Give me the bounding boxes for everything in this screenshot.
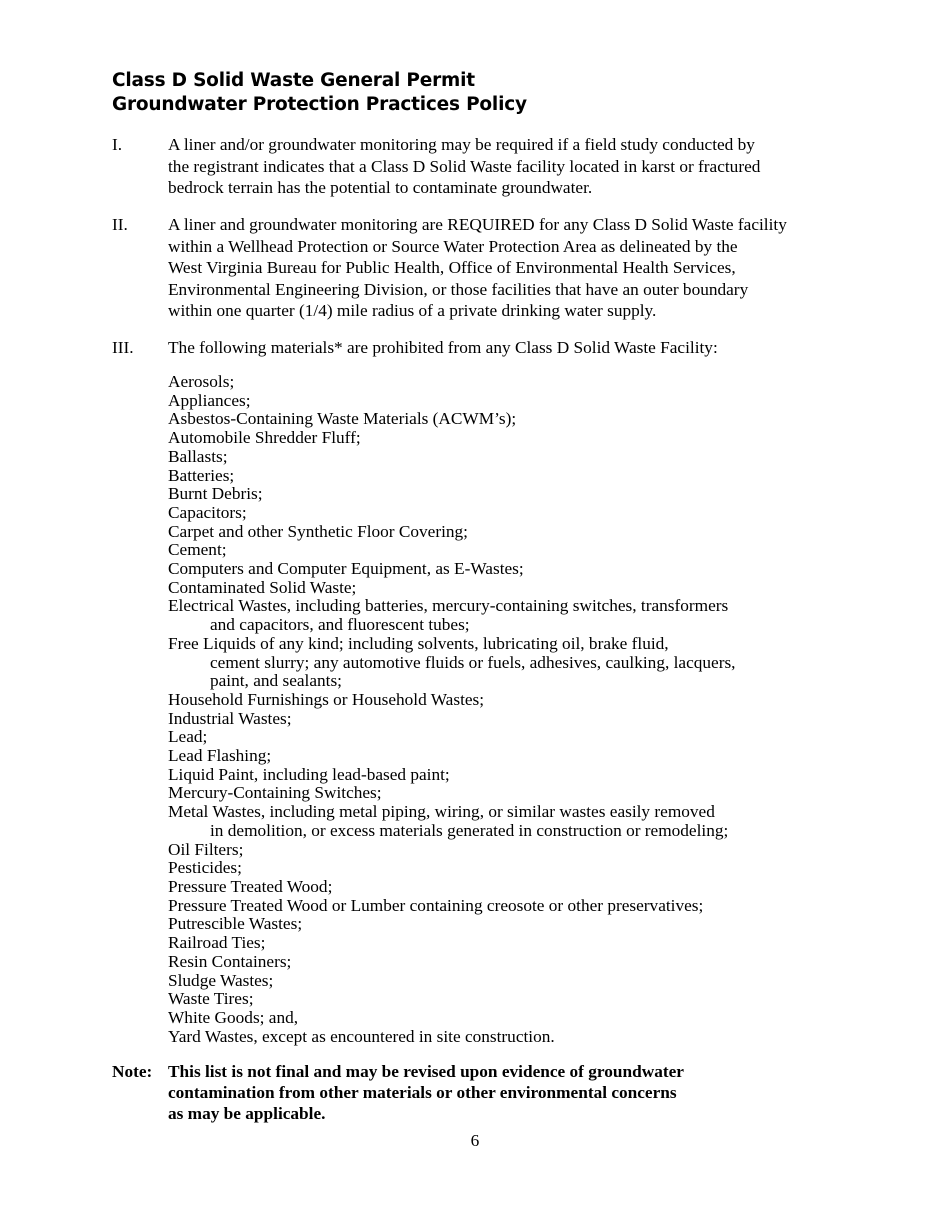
list-item-text: Cement; bbox=[168, 540, 227, 560]
list-item bbox=[168, 878, 848, 897]
list-item bbox=[168, 766, 848, 785]
list-item-continuation: in demolition, or excess materials generated in construction or remodeling; bbox=[210, 820, 729, 840]
list-item-text: Mercury-Containing Switches; bbox=[168, 783, 382, 803]
list-item-text: Pesticides; bbox=[168, 858, 242, 878]
note-label: Note: bbox=[112, 1062, 153, 1081]
list-item bbox=[168, 560, 848, 579]
page-title bbox=[112, 69, 527, 117]
list-item bbox=[168, 410, 848, 429]
list-item bbox=[168, 485, 848, 504]
list-item bbox=[168, 934, 848, 953]
section-line: A liner and/or groundwater monitoring may be required if a field study conducted by bbox=[168, 135, 755, 154]
list-item-text: Capacitors; bbox=[168, 502, 247, 522]
note-line: contamination from other materials or other environmental concerns bbox=[168, 1083, 677, 1102]
list-item-text: Waste Tires; bbox=[168, 989, 254, 1009]
list-item-text: White Goods; and, bbox=[168, 1007, 299, 1027]
list-item bbox=[168, 990, 848, 1009]
list-item-text: Oil Filters; bbox=[168, 839, 244, 859]
section-line: the registrant indicates that a Class D Solid Waste facility located in karst or fractured bbox=[168, 156, 761, 176]
list-item bbox=[168, 541, 848, 560]
section-line: The following materials* are prohibited from any Class D Solid Waste Facility: bbox=[168, 338, 718, 357]
list-item-text: Computers and Computer Equipment, as E-Wastes; bbox=[168, 559, 524, 579]
list-item-text: Contaminated Solid Waste; bbox=[168, 577, 357, 597]
list-item bbox=[168, 392, 848, 411]
list-item bbox=[168, 915, 848, 934]
note-line: as may be applicable. bbox=[168, 1104, 326, 1123]
list-item-text: Carpet and other Synthetic Floor Covering; bbox=[168, 521, 468, 541]
section-number: III. bbox=[112, 338, 134, 357]
list-item bbox=[168, 784, 848, 803]
list-item-text: Lead Flashing; bbox=[168, 746, 272, 766]
page-number: 6 bbox=[470, 1131, 480, 1150]
list-item-continuation: cement slurry; any automotive fluids or fuels, adhesives, caulking, lacquers, bbox=[210, 652, 736, 672]
note-line: This list is not final and may be revised upon evidence of groundwater bbox=[168, 1062, 684, 1081]
list-item bbox=[168, 841, 848, 860]
list-item-text: Batteries; bbox=[168, 465, 235, 485]
list-item-text: Appliances; bbox=[168, 390, 251, 410]
list-item-text: Pressure Treated Wood or Lumber containing creosote or other preservatives; bbox=[168, 895, 704, 915]
list-item-text: Resin Containers; bbox=[168, 951, 292, 971]
list-item-text: Electrical Wastes, including batteries, mercury-containing switches, transformers bbox=[168, 596, 729, 616]
title-line-2: Groundwater Protection Practices Policy bbox=[112, 94, 527, 115]
list-item-text: Railroad Ties; bbox=[168, 933, 266, 953]
list-item bbox=[168, 597, 848, 634]
section-line: bedrock terrain has the potential to contaminate groundwater. bbox=[168, 178, 593, 197]
list-item-text: Automobile Shredder Fluff; bbox=[168, 428, 361, 448]
list-item bbox=[168, 448, 848, 467]
section-body bbox=[168, 134, 858, 199]
list-item-text: Industrial Wastes; bbox=[168, 708, 292, 728]
list-item bbox=[168, 972, 848, 991]
list-item-text: Pressure Treated Wood; bbox=[168, 876, 333, 896]
list-item-continuation: and capacitors, and fluorescent tubes; bbox=[210, 615, 470, 635]
list-item bbox=[168, 467, 848, 486]
list-item bbox=[168, 691, 848, 710]
list-item bbox=[168, 859, 848, 878]
list-item bbox=[168, 803, 848, 840]
list-item bbox=[168, 1028, 848, 1047]
list-item-text: Free Liquids of any kind; including solvents, lubricating oil, brake fluid, bbox=[168, 633, 669, 653]
list-item-text: Metal Wastes, including metal piping, wiring, or similar wastes easily removed bbox=[168, 802, 715, 822]
list-item bbox=[168, 897, 848, 916]
section-body bbox=[168, 337, 858, 359]
section-line: within a Wellhead Protection or Source Water Protection Area as delineated by the bbox=[168, 236, 738, 256]
list-item bbox=[168, 728, 848, 747]
section-line: A liner and groundwater monitoring are REQUIRED for any Class D Solid Waste facility bbox=[168, 215, 787, 234]
list-item bbox=[168, 953, 848, 972]
section-line: within one quarter (1/4) mile radius of a private drinking water supply. bbox=[168, 301, 657, 320]
list-item-text: Lead; bbox=[168, 727, 208, 747]
list-item-text: Ballasts; bbox=[168, 446, 228, 466]
list-item bbox=[168, 429, 848, 448]
list-item bbox=[168, 373, 848, 392]
list-item bbox=[168, 710, 848, 729]
list-item-text: Yard Wastes, except as encountered in site construction. bbox=[168, 1026, 555, 1046]
note-text bbox=[168, 1061, 684, 1124]
list-item-text: Asbestos-Containing Waste Materials (ACWM’s); bbox=[168, 409, 517, 429]
list-item bbox=[168, 635, 848, 691]
list-item-continuation: paint, and sealants; bbox=[210, 671, 342, 691]
title-line-1: Class D Solid Waste General Permit bbox=[112, 70, 475, 91]
list-item-text: Burnt Debris; bbox=[168, 484, 263, 504]
prohibited-materials-list bbox=[168, 373, 848, 1046]
section-number: I. bbox=[112, 135, 123, 154]
list-item-text: Aerosols; bbox=[168, 372, 235, 391]
section-body bbox=[168, 214, 858, 322]
section-number: II. bbox=[112, 215, 128, 234]
list-item-text: Sludge Wastes; bbox=[168, 970, 274, 990]
list-item-text: Putrescible Wastes; bbox=[168, 914, 303, 934]
list-item-text: Liquid Paint, including lead-based paint; bbox=[168, 764, 450, 784]
list-item bbox=[168, 504, 848, 523]
section-line: West Virginia Bureau for Public Health, Office of Environmental Health Services, bbox=[168, 258, 736, 277]
list-item bbox=[168, 1009, 848, 1028]
list-item bbox=[168, 747, 848, 766]
section-line: Environmental Engineering Division, or those facilities that have an outer boundary bbox=[168, 279, 749, 299]
list-item bbox=[168, 579, 848, 598]
list-item-text: Household Furnishings or Household Wastes; bbox=[168, 689, 485, 709]
list-item bbox=[168, 523, 848, 542]
